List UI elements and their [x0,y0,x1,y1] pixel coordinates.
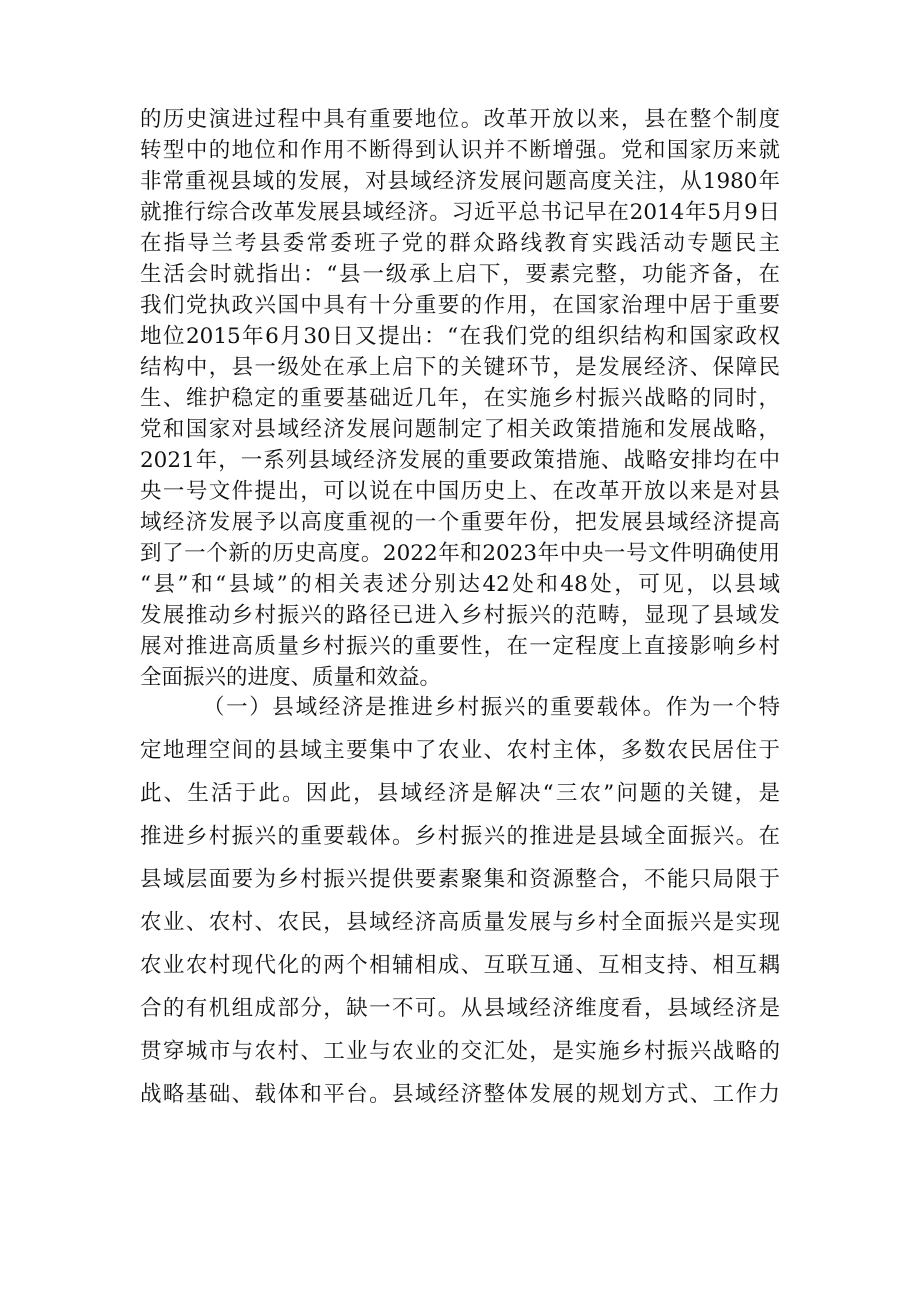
text-line: 党和国家对县域经济发展问题制定了相关政策措施和发展战略， [140,417,780,442]
text-line: 在指导兰考县委常委班子党的群众路线教育实践活动专题民主 [140,231,780,256]
text-line: 展对推进高质量乡村振兴的重要性，在一定程度上直接影响乡村 [140,634,780,659]
text-line: 农业农村现代化的两个相辅相成、互联互通、互相支持、相互耦 [140,953,780,978]
text-line: 此、生活于此。因此，县域经济是解决“三农”问题的关键，是 [140,781,780,806]
text-line: 就推行综合改革发展县域经济。习近平总书记早在2014年5月9日 [140,200,780,225]
text-line: 结构中，县一级处在承上启下的关键环节，是发展经济、保障民 [140,355,780,380]
text-line: “县”和“县域”的相关表述分别达42处和48处，可见，以县域 [140,572,780,597]
text-line: 央一号文件提出，可以说在中国历史上、在改革开放以来是对县 [140,479,780,504]
text-line: 生活会时就指出：“县一级承上启下，要素完整，功能齐备，在 [140,262,780,287]
text-line: 推进乡村振兴的重要载体。乡村振兴的推进是县域全面振兴。在 [140,824,780,849]
text-line: 生、维护稳定的重要基础近几年，在实施乡村振兴战略的同时， [140,386,780,411]
text-line: 地位2015年6月30日又提出：“在我们党的组织结构和国家政权 [140,324,780,349]
text-line: 我们党执政兴国中具有十分重要的作用，在国家治理中居于重要 [140,293,780,318]
text-line: 战略基础、载体和平台。县域经济整体发展的规划方式、工作力 [140,1082,780,1107]
section-heading-line: （一）县域经济是推进乡村振兴的重要载体。作为一个特 [203,695,780,720]
text-line: 定地理空间的县域主要集中了农业、农村主体，多数农民居住于 [140,738,780,763]
text-line: 发展推动乡村振兴的路径已进入乡村振兴的范畴，显现了县域发 [140,603,780,628]
text-line: 县域层面要为乡村振兴提供要素聚集和资源整合，不能只局限于 [140,867,780,892]
text-line: 贯穿城市与农村、工业与农业的交汇处，是实施乡村振兴战略的 [140,1039,780,1064]
text-line: 非常重视县域的发展，对县域经济发展问题高度关注，从1980年 [140,169,780,194]
text-line: 2021年，一系列县域经济发展的重要政策措施、战略安排均在中 [140,448,780,473]
text-line: 的历史演进过程中具有重要地位。改革开放以来，县在整个制度 [140,107,780,132]
text-line: 转型中的地位和作用不断得到认识并不断增强。党和国家历来就 [140,138,780,163]
text-line: 到了一个新的历史高度。2022年和2023年中央一号文件明确使用 [140,541,780,566]
text-line: 全面振兴的进度、质量和效益。 [140,665,442,690]
text-line: 域经济发展予以高度重视的一个重要年份，把发展县域经济提高 [140,510,780,535]
text-line: 农业、农村、农民，县域经济高质量发展与乡村全面振兴是实现 [140,910,780,935]
text-line: 合的有机组成部分，缺一不可。从县域经济维度看，县域经济是 [140,996,780,1021]
